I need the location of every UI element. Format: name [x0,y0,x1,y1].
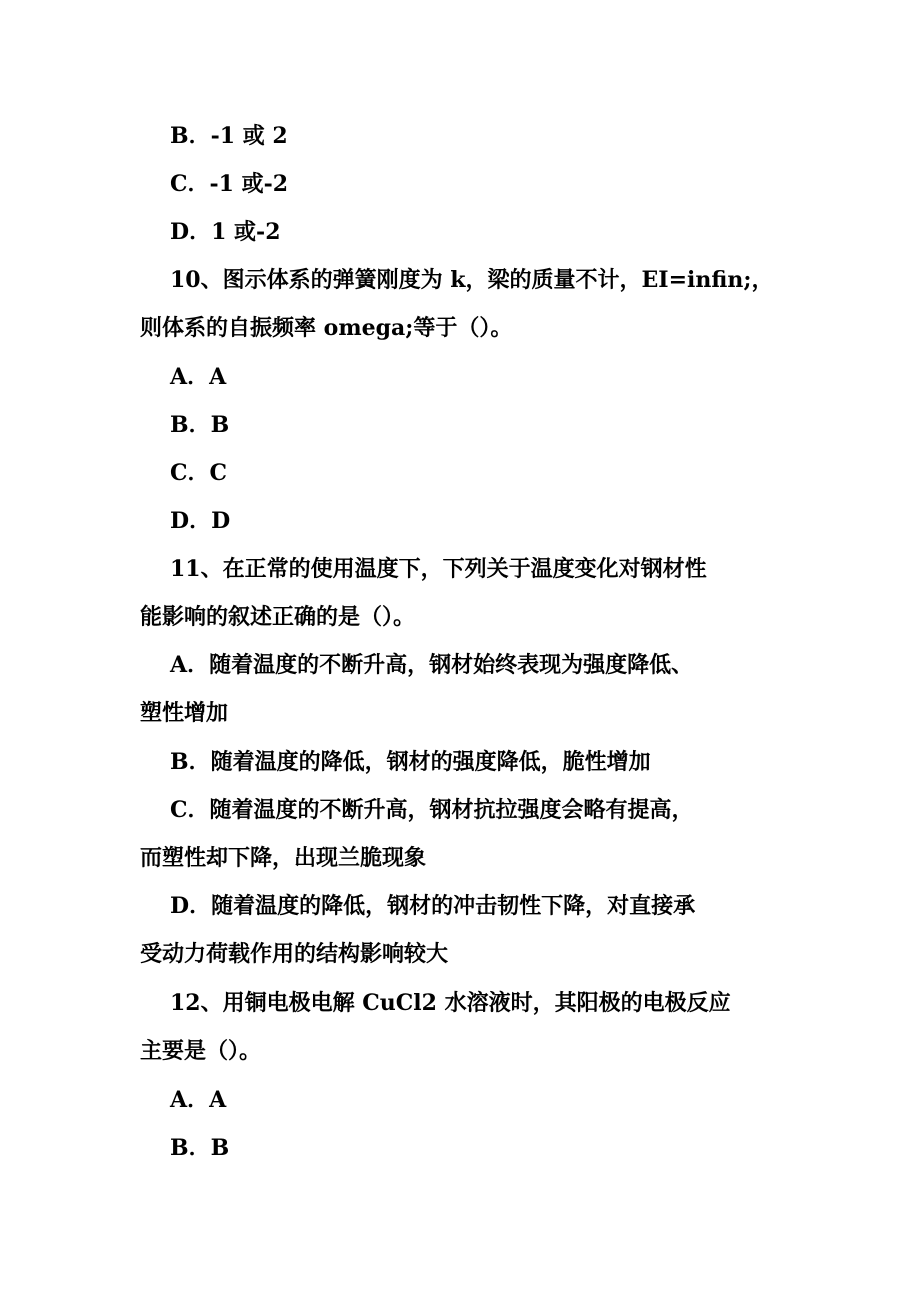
option-label: C． [170,460,210,486]
option-label: C． [170,171,210,197]
option-text: -1 或-2 [209,171,289,197]
q11-option-c-line1 [170,786,694,834]
option-label: A． [170,1087,210,1113]
q12-option-a [170,1076,226,1124]
option-label: C． [170,797,210,823]
option-text: D [211,508,231,534]
q11-option-d-line1 [170,882,695,930]
option-text: 随着温度的不断升高，钢材始终表现为强度降低、 [209,652,694,678]
option-text: A [209,1087,227,1113]
option-label: A． [170,364,210,390]
option-text: A [209,364,227,390]
option-label: D． [170,508,212,534]
option-text: C [209,460,228,486]
option-text: B [210,412,230,438]
q12-option-b [170,1124,229,1172]
q9-option-c [170,160,288,208]
option-label: B． [170,1135,211,1161]
q12-stem-line1: 12、用铜电极电解 CuCl2 水溶液时，其阳极的电极反应 [170,990,731,1016]
option-label: B． [170,123,211,149]
option-label: D． [170,219,212,245]
option-text: B [210,1135,230,1161]
option-text: 随着温度的降低，钢材的强度降低，脆性增加 [210,749,651,775]
q10-stem-line2: 则体系的自振频率 omega;等于（）。 [140,315,513,341]
option-text: 随着温度的降低，钢材的冲击韧性下降，对直接承 [211,893,696,919]
option-label: B． [170,412,211,438]
q11-option-b-line1 [170,738,651,786]
q10-stem-line1: 10、图示体系的弹簧刚度为 k，梁的质量不计，EI=infin;， [170,267,774,293]
option-label: A． [170,652,210,678]
q10-option-b [170,401,229,449]
q10-option-a [170,353,226,401]
q11-option-c-line2: 而塑性却下降，出现兰脆现象 [140,845,427,871]
q10-option-d [170,497,230,545]
q11-option-d-line2: 受动力荷载作用的结构影响较大 [140,941,449,967]
option-text: 随着温度的不断升高，钢材抗拉强度会略有提高， [209,797,694,823]
q9-option-d [170,208,281,256]
q11-option-a-line1 [170,641,693,689]
q9-option-b [170,112,288,160]
option-text: 1 或-2 [211,219,281,245]
option-label: D． [170,893,212,919]
q11-stem-line1: 11、在正常的使用温度下，下列关于温度变化对钢材性 [170,556,707,582]
option-text: -1 或 2 [210,123,288,149]
q11-stem-line2: 能影响的叙述正确的是（）。 [140,604,416,630]
q10-option-c [170,449,227,497]
option-label: B． [170,749,211,775]
q12-stem-line2: 主要是（）。 [140,1038,262,1064]
q11-option-a-line2: 塑性增加 [140,700,229,726]
